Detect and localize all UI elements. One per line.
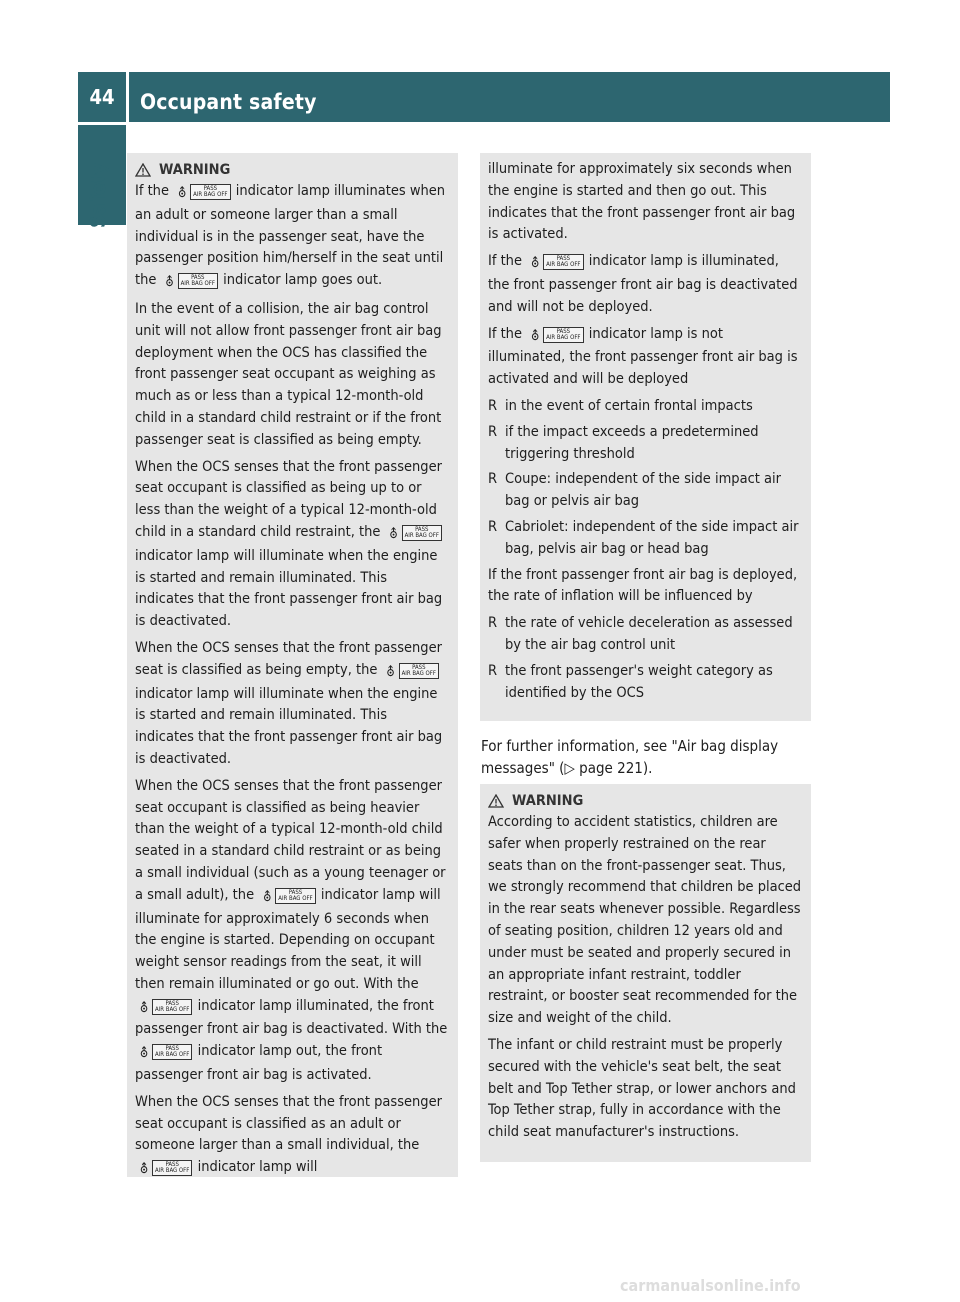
paragraph: According to accident statistics, children are safer when properly restrained on the rear seats than on the front-passenger seat. Thus, we strongly recommend that children be placed in the rear seats whenever possible. Regardless of seating position, children 12 years old and under must be seated and properly secured in an appropriate infant restraint, toddler restraint, or booster seat recommended for the size and weight of the child. [488, 814, 802, 1027]
paragraph: If the ⛢ PASS AIR BAG OFF indicator lamp is illuminated, the front passenger front air bag is deactivated and will not be deployed. [488, 253, 798, 315]
pass-airbag-off-indicator-icon: ⛢ PASS AIR BAG OFF [383, 662, 439, 684]
list-item: R Cabriolet: independent of the side impact air bag, pelvis air bag or head bag [488, 518, 799, 557]
paragraph: If the ⛢ PASS AIR BAG OFF indicator lamp is not illuminated, the front passenger front air bag is activated and will be deployed [488, 325, 798, 388]
bullet-list [488, 613, 803, 704]
further-info-paragraph: For further information, see "Air bag display messages" (▷ page 221). [481, 737, 779, 777]
paragraph: illuminate for approximately six seconds when the engine is started and then go out. This indicates that the front passenger front air bag is activated. [488, 161, 796, 243]
page-reference-arrow-icon: ▷ [564, 759, 575, 777]
warning-heading [488, 790, 803, 812]
section-title: Safety [86, 162, 110, 228]
list-item: R the front passenger's weight category as identified by the OCS [488, 662, 773, 701]
bullet-list [488, 396, 803, 561]
paragraph: If the front passenger front air bag is deployed, the rate of inflation will be influenced by [488, 566, 798, 605]
list-item: R Coupe: independent of the side impact air bag or pelvis air bag [488, 471, 781, 510]
pass-airbag-off-indicator-icon: ⛢ PASS AIR BAG OFF [527, 326, 583, 348]
page-title: Occupant safety [140, 90, 317, 114]
warning-box-right [480, 784, 811, 1162]
list-item: R the rate of vehicle deceleration as assessed by the air bag control unit [488, 615, 793, 653]
warning-triangle-icon [135, 163, 151, 177]
pass-airbag-off-indicator-icon: ⛢ PASS AIR BAG OFF [136, 998, 192, 1020]
pass-airbag-off-indicator-icon: ⛢ PASS AIR BAG OFF [527, 253, 583, 275]
warning-box-left [127, 153, 458, 1177]
pass-airbag-off-indicator-icon: ⛢ PASS AIR BAG OFF [174, 183, 230, 205]
warning-heading-text: WARNING [512, 793, 584, 809]
warning-heading-text: WARNING [159, 162, 231, 178]
pass-airbag-off-indicator-icon: ⛢ PASS AIR BAG OFF [259, 887, 315, 909]
page-number: 44 [89, 85, 115, 109]
pass-airbag-off-indicator-icon: ⛢ PASS AIR BAG OFF [136, 1159, 192, 1181]
warning-heading [135, 159, 450, 181]
list-item: R if the impact exceeds a predetermined triggering threshold [488, 423, 759, 462]
info-box-right [480, 153, 811, 721]
paragraph: When the OCS senses that the front passenger seat occupant is classified as an adult or someone larger than a small individual, the ⛢ PASS AIR BAG OFF indicator lamp will [135, 1092, 450, 1181]
watermark: carmanualsonline.info [620, 1276, 801, 1295]
paragraph: When the OCS senses that the front passenger seat occupant is classified as being heavier than the weight of a typical 12-month-old child seated in a standard child restraint or as being a small individual (such as a young teenager or a small adult), the ⛢ PASS AIR BAG OFF indicator lamp will illuminate for approximately 6 seconds when the engine is started. Depending on occupant weight sensor readings from the seat, it will then remain illuminated or go out. With the ⛢ PASS AIR BAG OFF indicator lamp illuminated, the front passenger front air bag is deactivated. With the ⛢ PASS AIR BAG OFF indicator lamp out, the front passenger front air bag is activated. [135, 777, 448, 1084]
paragraph: The infant or child restraint must be properly secured with the vehicle's seat belt, the seat belt and Top Tether strap, or lower anchors and Top Tether strap, fully in accordance with the child seat manufacturer's instructions. [488, 1036, 796, 1141]
header-divider [126, 72, 129, 122]
paragraph: When the OCS senses that the front passenger seat is classified as being empty, the ⛢ PASS AIR BAG OFF indicator lamp will illuminate when the engine is started and remain illuminated. This indicates that the front passenger front air bag is deactivated. [135, 639, 443, 767]
paragraph: In the event of a collision, the air bag control unit will not allow front passenger front air bag deployment when the OCS has classified the front passenger seat occupant as weighing as much as or less than a typical 12-month-old child in a standard child restraint or if the front passenger seat is classified as being empty. [135, 300, 442, 448]
pass-airbag-off-indicator-icon: ⛢ PASS AIR BAG OFF [386, 524, 442, 546]
pass-airbag-off-indicator-icon: ⛢ PASS AIR BAG OFF [136, 1043, 192, 1065]
list-item: R in the event of certain frontal impacts [488, 397, 753, 414]
paragraph: When the OCS senses that the front passenger seat occupant is classified as being up to or less than the weight of a typical 12-month-old child in a standard child restraint, the ⛢ PASS AIR BAG OFF indicator lamp will illuminate when the engine is started and remain illuminated. This indicates that the front passenger front air bag is deactivated. [135, 458, 443, 630]
warning-triangle-icon [488, 794, 504, 808]
paragraph: If the ⛢ PASS AIR BAG OFF indicator lamp illuminates when an adult or someone larger than a small individual is in the passenger seat, have the passenger position him/herself in the seat until the ⛢ PASS AIR BAG OFF indicator lamp goes out. [135, 181, 450, 294]
pass-airbag-off-indicator-icon: ⛢ PASS AIR BAG OFF [162, 272, 218, 294]
